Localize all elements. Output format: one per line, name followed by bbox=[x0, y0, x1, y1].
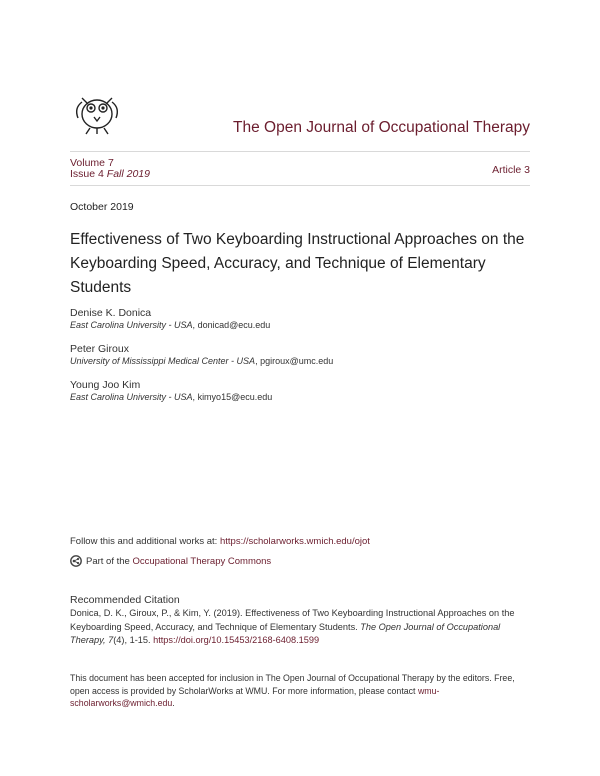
share-icon bbox=[70, 555, 82, 567]
author-affiliation-1: East Carolina University - USA, donicad@ecu.edu bbox=[70, 320, 271, 330]
author-institution: University of Mississippi Medical Center - USA bbox=[70, 356, 256, 366]
citation-main: Donica, D. K., Giroux, P., & Kim, Y. (2019). Effectiveness of Two Keyboarding Instructional Approaches on the Keyboarding Speed, Accuracy, and Technique of Elementary Students. bbox=[70, 608, 515, 632]
repository-link[interactable]: https://scholarworks.wmich.edu/ojot bbox=[219, 536, 370, 547]
author-affiliation-2: University of Mississippi Medical Center - USA, pgiroux@umc.edu bbox=[70, 356, 334, 366]
commons-link[interactable]: Occupational Therapy Commons bbox=[132, 555, 272, 567]
part-of-line bbox=[70, 555, 271, 567]
author-name-1: Denise K. Donica bbox=[70, 307, 152, 319]
author-name-2: Peter Giroux bbox=[70, 343, 129, 355]
doi-link[interactable]: https://doi.org/10.15453/2168-6408.1599 bbox=[153, 635, 320, 645]
follow-line bbox=[70, 536, 370, 547]
partof-prefix: Part of the bbox=[86, 555, 133, 567]
author-institution: East Carolina University - USA bbox=[70, 392, 193, 402]
journal-logo bbox=[72, 84, 122, 136]
contact-email-link[interactable]: wmu-scholarworks@wmich.edu bbox=[70, 685, 440, 708]
author-email[interactable]: donicad@ecu.edu bbox=[197, 320, 271, 330]
notice-end: . bbox=[172, 698, 175, 708]
header-divider-top bbox=[70, 151, 530, 152]
follow-prefix: Follow this and additional works at: bbox=[70, 536, 220, 547]
author-affiliation-3: East Carolina University - USA, kimyo15@ecu.edu bbox=[70, 392, 273, 402]
author-email[interactable]: kimyo15@ecu.edu bbox=[197, 392, 273, 402]
publication-date: October 2019 bbox=[70, 201, 134, 213]
journal-title[interactable]: The Open Journal of Occupational Therapy bbox=[233, 119, 530, 136]
issue-number: Issue 4 bbox=[70, 168, 104, 180]
article-number-link[interactable]: Article 3 bbox=[492, 164, 530, 176]
author-name-3: Young Joo Kim bbox=[70, 379, 141, 391]
citation-issue-pages: (4), 1-15. bbox=[113, 635, 154, 645]
citation-text bbox=[70, 607, 530, 648]
citation-journal: The Open Journal of Occupational Therapy, 7 bbox=[70, 621, 501, 645]
access-notice bbox=[70, 672, 530, 710]
notice-text: This document has been accepted for inclusion in The Open Journal of Occupational Therapy by the editors. Free, open access is provided by ScholarWorks at WMU. For more information, please contact bbox=[70, 673, 515, 696]
header-divider-bottom bbox=[70, 185, 530, 186]
issue-season: Fall 2019 bbox=[106, 168, 150, 180]
issue-link[interactable] bbox=[70, 168, 150, 180]
author-institution: East Carolina University - USA bbox=[70, 320, 193, 330]
author-email[interactable]: pgiroux@umc.edu bbox=[260, 356, 334, 366]
paper-title: Effectiveness of Two Keyboarding Instructional Approaches on the Keyboarding Speed, Accuracy, and Technique of Elementary Students bbox=[70, 231, 525, 296]
volume-link[interactable]: Volume 7 bbox=[70, 157, 114, 169]
citation-heading: Recommended Citation bbox=[70, 594, 180, 606]
